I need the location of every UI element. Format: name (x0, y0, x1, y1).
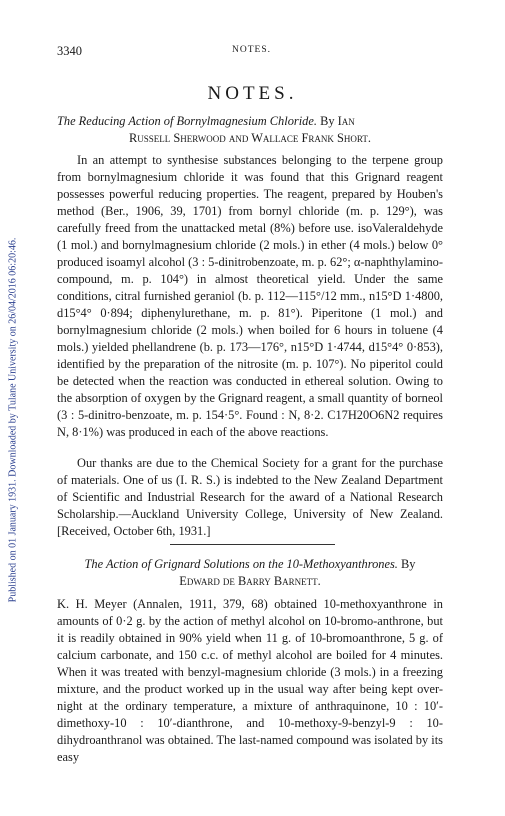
article-1-paragraph-2: Our thanks are due to the Chemical Society for a grant for the purchase of materials. One of us (I. R. S.) is indebted to the New Zealand Department of Scientific and Industrial Research for the award of a National Research Scholarship.—Auckland University College, University of New Zealand. [Received, October 6th, 1931.] (57, 456, 443, 538)
article-2-title: The Action of Grignard Solutions on the 10-Methoxyanthrones. (84, 557, 398, 571)
side-watermark (3, 100, 23, 740)
article-1-title-line (57, 113, 443, 130)
article-2-author: Edward de Barry Barnett. (179, 574, 321, 588)
article-1-authors: Russell Sherwood and Wallace Frank Short. (129, 131, 371, 145)
article-1-heading (57, 113, 443, 147)
article-2-paragraph-1: K. H. Meyer (Annalen, 1911, 379, 68) obtained 10-methoxyanthrone in amounts of 0·2 g. by the action of methyl alcohol on 10-bromo-anthrone, but it is readily obtained in 90% yield when 11 g. of 10-bromoanthrone, 5 g. of calcium carbonate, and 150 c.c. of methyl alcohol are boiled for 4 minutes. When it was treated with benzyl-magnesium chloride (3 mols.) in a freezing mixture, and the product worked up in the usual way after being kept over-night at the ordinary temperature, a mixture of anthraquinone, 10 : 10′-dimethoxy-10 : 10′-dianthrone, and 10-methoxy-9-benzyl-9 : 10-dihydroanthranol was obtained. The last-named compound was isolated by its easy (57, 597, 443, 764)
article-2-by: By (401, 557, 416, 571)
side-watermark-text: Published on 01 January 1931. Downloaded by Tulane University on 26/04/2016 06:20:46. (7, 237, 19, 603)
article-1-body (57, 152, 443, 540)
article-2-body (57, 596, 443, 766)
article-1-paragraph-1: In an attempt to synthesise substances belonging to the terpene group from bornylmagnesium chloride it was found that this Grignard reagent possesses powerful reducing properties. The reagent, prepared by Houben's method (Ber., 1906, 39, 1701) from bornyl chloride (m. p. 129°), was carefully freed from the unattacked metal (8%) before use. isoValeraldehyde (1 mol.) and bornylmagnesium chloride (2 mols.) in ether (4 mols.) below 0° produced isoamyl alcohol (3 : 5-dinitrobenzoate, m. p. 62°; α-naphthylamino-compound, m. p. 104°) in almost theoretical yield. Under the same conditions, citral furnished geraniol (b. p. 112—115°/12 mm., n15°D 1·4800, d15°4° 0·894; diphenylurethane, m. p. 81°). Piperitone (1 mol.) and bornylmagnesium chloride (2 mols.) when boiled for 6 hours in toluene (4 mols.) yielded phellandrene (b. p. 173—176°, n15°D 1·4744, d15°4° 0·853), identified by the preparation of the nitrosite (m. p. 107°). No piperitol could be detected when the reaction was conducted in ethereal solution. Owing to the absorption of oxygen by the Grignard reagent, a small quantity of borneol (3 : 5-dinitro-benzoate, m. p. 154·5°. Found : N, 8·2. C17H20O6N2 requires N, 8·1%) was produced in each of the above reactions. (57, 153, 443, 439)
page-number: 3340 (57, 44, 82, 58)
article-1-by: By (320, 114, 335, 128)
section-title: NOTES. (207, 83, 298, 104)
article-2-heading (57, 556, 443, 590)
section-divider (170, 544, 335, 545)
article-1-title: The Reducing Action of Bornylmagnesium Chloride. (57, 114, 317, 128)
article-1-author-first: Ian (337, 114, 355, 128)
article-2-title-line (57, 556, 443, 573)
running-head: NOTES. (232, 45, 271, 55)
